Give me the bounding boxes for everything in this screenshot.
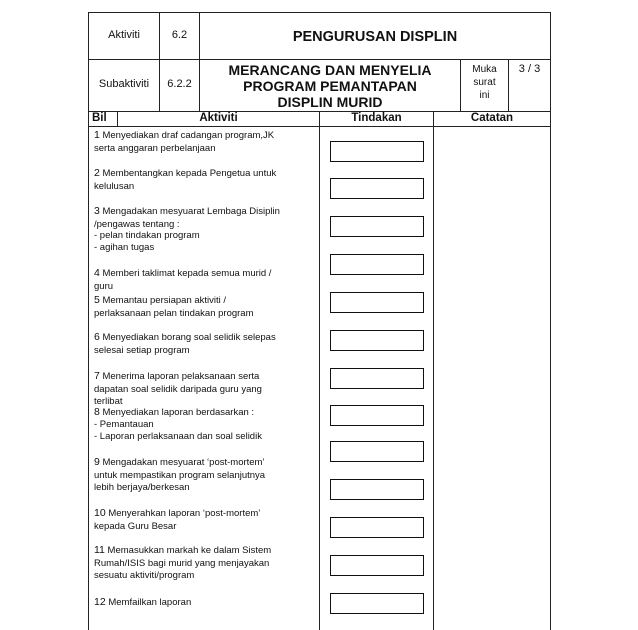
subaktiviti-label: Subaktiviti: [98, 78, 150, 90]
item-text: 4 Memberi taklimat kepada semua murid / guru: [94, 267, 272, 292]
item-subpoint: - Pemantauan: [94, 419, 154, 430]
tindakan-box[interactable]: [330, 479, 424, 500]
subaktiviti-title: MERANCANG DAN MENYELIA PROGRAM PEMANTAPAN DISPLIN MURID: [228, 62, 432, 110]
tindakan-box[interactable]: [330, 517, 424, 538]
table-border-right: [550, 12, 551, 630]
tindakan-box[interactable]: [330, 593, 424, 614]
tindakan-box[interactable]: [330, 216, 424, 237]
tindakan-box[interactable]: [330, 441, 424, 462]
item-subpoint: - pelan tindakan program: [94, 230, 200, 241]
item-text: 7 Menerima laporan pelaksanaan serta dapatan soal selidik daripada guru yang terlibat: [94, 370, 262, 407]
aktiviti-title: PENGURUSAN DISPLIN: [292, 29, 458, 45]
item-text: 3 Mengadakan mesyuarat Lembaga Disiplin /pengawas tentang :: [94, 205, 280, 230]
col-vline-tindakan: [319, 111, 320, 630]
table-border-top: [88, 12, 551, 13]
item-text: 5 Memantau persiapan aktiviti / perlaksanaan pelan tindakan program: [94, 294, 254, 319]
item-text: 10 Menyerahkan laporan ‘post-mortem’ kepada Guru Besar: [94, 507, 261, 532]
tindakan-box[interactable]: [330, 555, 424, 576]
page-number: 3 / 3: [518, 63, 541, 75]
tindakan-box[interactable]: [330, 141, 424, 162]
page-label: Muka surat ini: [472, 64, 497, 101]
tindakan-box[interactable]: [330, 405, 424, 426]
tindakan-box[interactable]: [330, 330, 424, 351]
aktiviti-label: Aktiviti: [108, 29, 140, 41]
col-header-bil: Bil: [92, 112, 107, 124]
item-text: 12 Memfailkan laporan: [94, 596, 192, 608]
table-border-left: [88, 12, 89, 630]
hdr-vline-1: [159, 12, 160, 112]
col-header-tindakan: Tindakan: [351, 112, 402, 124]
tindakan-box[interactable]: [330, 368, 424, 389]
col-vline-catatan: [433, 111, 434, 630]
item-subpoint: - agihan tugas: [94, 242, 155, 253]
tindakan-box[interactable]: [330, 292, 424, 313]
item-text: 1 Menyediakan draf cadangan program,JK serta anggaran perbelanjaan: [94, 129, 275, 154]
col-header-aktiviti: Aktiviti: [199, 112, 238, 124]
aktiviti-number: 6.2: [171, 29, 188, 41]
col-header-catatan: Catatan: [470, 112, 514, 124]
item-text: 11 Memasukkan markah ke dalam Sistem Rumah/ISIS bagi murid yang menjayakan sesuatu aktiviti/program: [94, 544, 272, 581]
tindakan-box[interactable]: [330, 178, 424, 199]
item-text: 9 Mengadakan mesyuarat ‘post-mortem’ untuk mempastikan program selanjutnya lebih berjaya/berkesan: [94, 456, 266, 493]
row-divider-1: [88, 59, 551, 60]
item-subpoint: - Laporan perlaksanaan dan soal selidik: [94, 431, 262, 442]
item-text: 2 Membentangkan kepada Pengetua untuk kelulusan: [94, 167, 277, 192]
tindakan-box[interactable]: [330, 254, 424, 275]
item-text: 6 Menyediakan borang soal selidik selepas selesai setiap program: [94, 331, 276, 356]
item-text: 8 Menyediakan laporan berdasarkan :: [94, 406, 255, 418]
subaktiviti-number: 6.2.2: [167, 78, 192, 90]
